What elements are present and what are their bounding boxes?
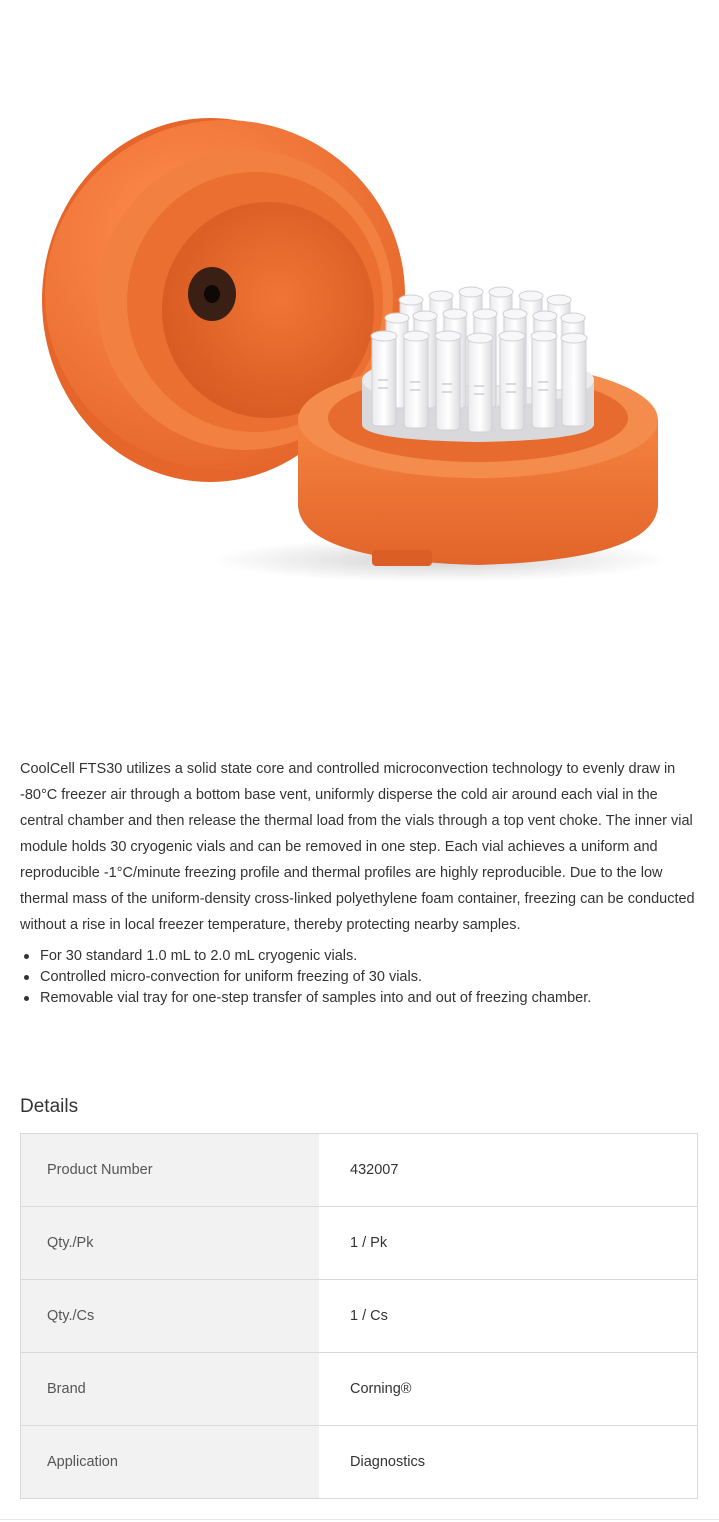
row-value: 432007	[319, 1134, 698, 1207]
row-value: 1 / Pk	[319, 1207, 698, 1280]
product-image	[0, 0, 719, 612]
product-description	[20, 756, 695, 1009]
row-label: Qty./Cs	[21, 1280, 320, 1353]
row-label: Brand	[21, 1353, 320, 1426]
row-label: Product Number	[21, 1134, 320, 1207]
details-heading: Details	[20, 1096, 79, 1117]
coolcell-illustration	[0, 0, 719, 612]
table-row	[21, 1426, 698, 1499]
table-row	[21, 1280, 698, 1353]
table-row	[21, 1207, 698, 1280]
row-label: Application	[21, 1426, 320, 1499]
row-value: 1 / Cs	[319, 1280, 698, 1353]
table-row	[21, 1353, 698, 1426]
feature-list	[20, 946, 695, 1009]
details-table	[20, 1133, 698, 1499]
feature-item: Removable vial tray for one-step transfer of samples into and out of freezing chamber.	[20, 988, 695, 1009]
description-paragraph: CoolCell FTS30 utilizes a solid state core and controlled microconvection technology to evenly draw in -80°C freezer air through a bottom base vent, uniformly disperse the cold air around each vial in the central chamber and then release the thermal load from the vials through a top vent choke. The inner vial module holds 30 cryogenic vials and can be removed in one step. Each vial achieves a uniform and reproducible -1°C/minute freezing profile and thermal profiles are highly reproducible. Due to the low thermal mass of the uniform-density cross-linked polyethylene foam container, freezing can be conducted without a rise in local freezer temperature, thereby protecting nearby samples.	[20, 761, 695, 933]
feature-item: Controlled micro-convection for uniform freezing of 30 vials.	[20, 967, 695, 988]
feature-item: For 30 standard 1.0 mL to 2.0 mL cryogenic vials.	[20, 946, 695, 967]
table-row	[21, 1134, 698, 1207]
row-value: Corning®	[319, 1353, 698, 1426]
row-label: Qty./Pk	[21, 1207, 320, 1280]
row-value: Diagnostics	[319, 1426, 698, 1499]
divider	[0, 1519, 719, 1520]
